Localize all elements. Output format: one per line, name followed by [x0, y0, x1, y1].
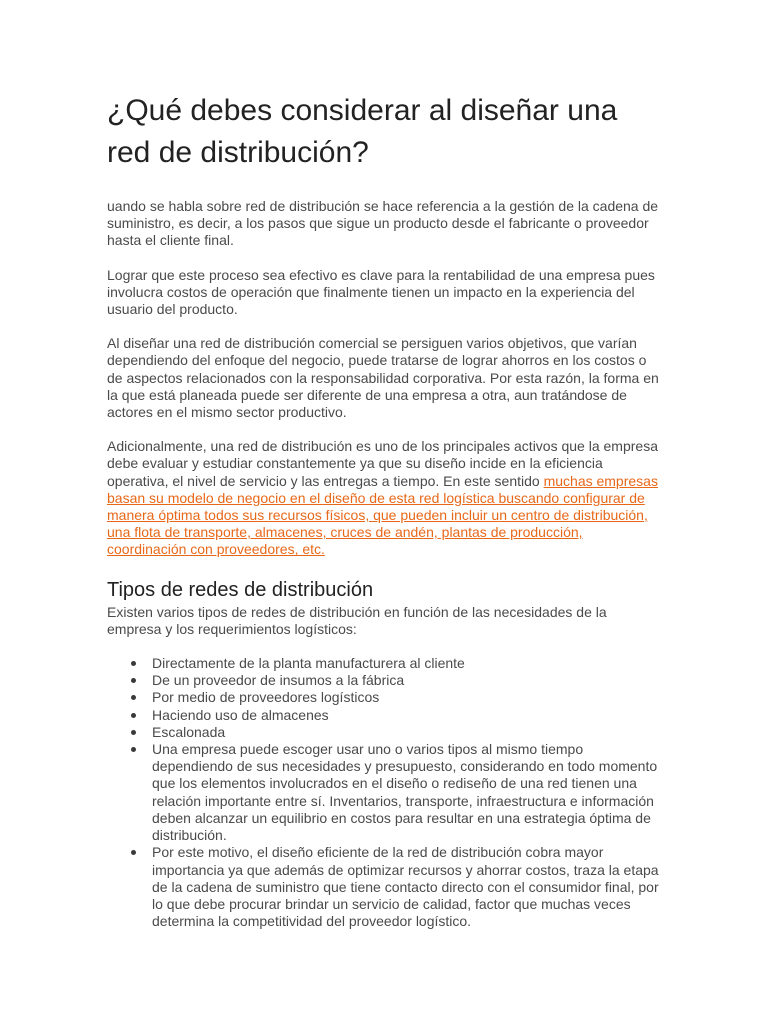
bullet-icon	[131, 730, 136, 735]
bullet-icon	[131, 678, 136, 683]
business-model-link[interactable]: muchas empresas basan su modelo de negocio en el diseño de esta red logística buscando configurar de manera óptima todos sus recursos físicos, que pueden incluir un centro de distribución, una flota de transporte, almacenes, cruces de andén, plantas de producción, coordinación con proveedores, etc.	[107, 472, 658, 558]
bullet-icon	[131, 695, 136, 700]
bullet-icon	[131, 850, 136, 855]
list-item	[152, 844, 662, 930]
distribution-types-list	[107, 655, 662, 930]
list-item	[152, 707, 662, 724]
list-item-text: Por este motivo, el diseño eficiente de la red de distribución cobra mayor importancia ya que además de optimizar recursos y ahorrar costos, traza la etapa de la cadena de suministro que tiene contacto directo con el consumidor final, por lo que debe procurar brindar un servicio de calidad, factor que muchas veces determina la competitividad del proveedor logístico.	[152, 844, 659, 930]
list-item-text: De un proveedor de insumos a la fábrica	[152, 672, 405, 689]
paragraph-assets-text: Adicionalmente, una red de distribución es uno de los principales activos que la empresa debe evaluar y estudiar constantemente ya que su diseño incide en la eficiencia operativa, el nivel de servicio y las entregas a tiempo. En este sentido	[107, 438, 658, 489]
paragraph-intro: uando se habla sobre red de distribución se hace referencia a la gestión de la cadena de suministro, es decir, a los pasos que sigue un producto desde el fabricante o proveedor hasta el cliente final.	[107, 198, 659, 249]
list-item	[152, 741, 662, 844]
bullet-icon	[131, 661, 136, 666]
list-item-text: Por medio de proveedores logísticos	[152, 689, 380, 706]
document-page	[107, 90, 662, 930]
list-item	[152, 655, 662, 672]
paragraph-assets	[107, 438, 662, 558]
list-item-text: Directamente de la planta manufacturera al cliente	[152, 655, 465, 672]
list-item	[152, 689, 662, 706]
section-intro: Existen varios tipos de redes de distribución en función de las necesidades de la empresa y los requerimientos logísticos:	[107, 603, 607, 637]
list-item	[152, 724, 662, 741]
paragraph-objectives: Al diseñar una red de distribución comercial se persiguen varios objetivos, que varían dependiendo del enfoque del negocio, puede tratarse de lograr ahorros en los costos o de aspectos relacionados con la responsabilidad corporativa. Por esta razón, la forma en la que está planeada puede ser diferente de una empresa a otra, aun tratándose de actores en el mismo sector productivo.	[107, 335, 659, 421]
bullet-icon	[131, 713, 136, 718]
paragraph-effectiveness: Lograr que este proceso sea efectivo es clave para la rentabilidad de una empresa pues involucra costos de operación que finalmente tienen un impacto en la experiencia del usuario del producto.	[107, 266, 655, 318]
page-title: ¿Qué debes considerar al diseñar una red de distribución?	[107, 94, 618, 169]
list-item	[152, 672, 662, 689]
bullet-icon	[131, 747, 136, 752]
section-heading: Tipos de redes de distribución	[107, 578, 374, 601]
list-item-text: Una empresa puede escoger usar uno o varios tipos al mismo tiempo dependiendo de sus necesidades y presupuesto, considerando en todo momento que los elementos involucrados en el diseño o rediseño de una red tienen una relación importante entre sí. Inventarios, transporte, infraestructura e información deben alcanzar un equilibrio en costos para resultar en una estrategia óptima de distribución.	[152, 741, 658, 844]
list-item-text: Haciendo uso de almacenes	[152, 706, 329, 723]
list-item-text: Escalonada	[152, 723, 226, 740]
